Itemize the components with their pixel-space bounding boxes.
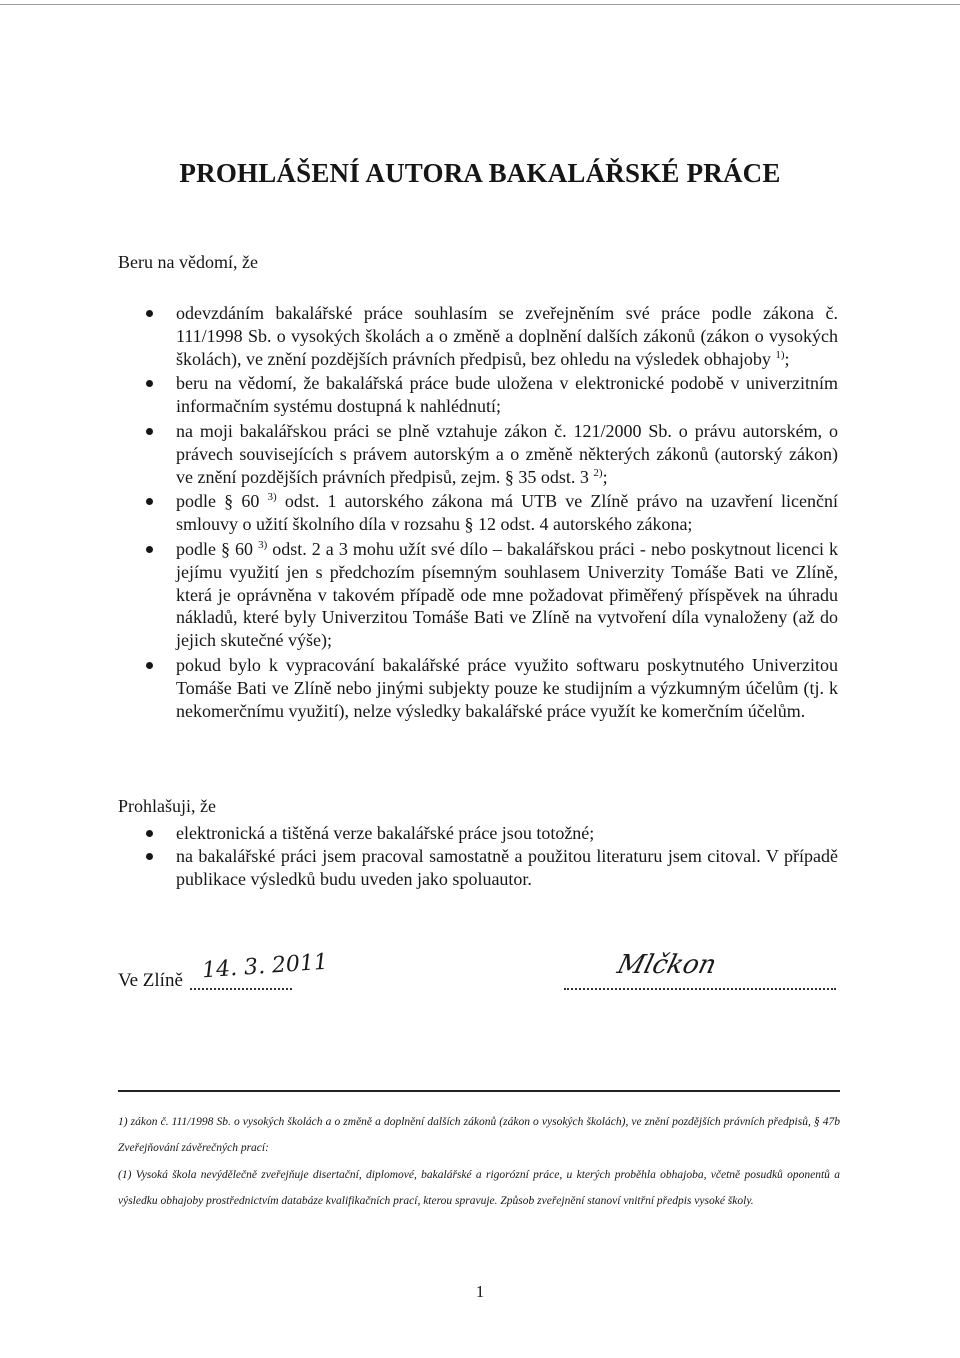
- item-text-end: odst. 2 a 3 mohu užít své dílo – bakalářskou práci - nebo poskytnout licenci k jejímu využití jen s předchozím písemným souhlasem Univerzity Tomáše Bati ve Zlíně, která je oprávněna v takovém případě ode mne požadovat přiměřený příspěvek na úhradu nákladů, které byly Univerzitou Tomáše Bati ve Zlíně na vytvoření díla vynaloženy (až do jejich skutečné výše);: [176, 538, 838, 651]
- item-text: podle § 60: [176, 491, 268, 512]
- list-item: [118, 302, 838, 370]
- item-text-end: ;: [784, 348, 790, 369]
- item-text-end: ;: [602, 466, 608, 487]
- footnote-ref: 3): [267, 491, 277, 504]
- footnote-separator: [118, 1090, 840, 1092]
- item-text: odevzdáním bakalářské práce souhlasím se zveřejněním své práce podle zákona č. 111/1998 Sb. o vysokých školách a o změně a doplnění dalších zákonů (zákon o vysokých školách), ve znění pozdějších právních předpisů, bez ohledu na výsledek obhajoby: [176, 303, 838, 369]
- place-label: Ve Zlíně: [118, 970, 183, 991]
- date-dotted-line: [190, 988, 292, 990]
- item-text: na moji bakalářskou práci se plně vztahuje zákon č. 121/2000 Sb. o právu autorském, o právech souvisejících s právem autorským a o změně některých zákonů (autorský zákon) ve znění pozdějších právních předpisů, zejm. § 35 odst. 3: [176, 420, 838, 487]
- scan-edge-line: [0, 4, 960, 5]
- item-text: elektronická a tištěná verze bakalářské práce jsou totožné;: [176, 823, 595, 843]
- footnotes: [118, 1110, 840, 1214]
- handwritten-signature: Mlčkon: [614, 950, 720, 980]
- footnote-ref: 1): [775, 348, 785, 361]
- list-item: [118, 538, 838, 652]
- list-item: [118, 822, 838, 845]
- section2-list: [118, 822, 838, 890]
- list-item: [118, 420, 838, 488]
- section2-lead: Prohlašuji, že: [118, 796, 216, 816]
- handwritten-date: 14. 3. 2011: [201, 949, 329, 984]
- section1-lead: Beru na vědomí, že: [118, 252, 258, 272]
- list-item: [118, 490, 838, 536]
- section1-list: [118, 302, 838, 722]
- footnote-ref: 2): [593, 466, 603, 479]
- list-item: [118, 372, 838, 418]
- item-text: beru na vědomí, že bakalářská práce bude uložena v elektronické podobě v univerzitním informačním systému dostupná k nahlédnutí;: [176, 373, 838, 417]
- signature-dotted-line: [564, 988, 836, 990]
- page-title: PROHLÁŠENÍ AUTORA BAKALÁŘSKÉ PRÁCE: [179, 158, 781, 188]
- page-number: 1: [475, 1282, 485, 1301]
- list-item: [118, 845, 838, 891]
- signature-row: [118, 949, 838, 1000]
- list-item: [118, 654, 838, 722]
- item-text: podle § 60: [176, 538, 259, 559]
- footnote-ref: 3): [258, 538, 268, 551]
- footnote-1: 1) zákon č. 111/1998 Sb. o vysokých školách a o změně a doplnění dalších zákonů (zákon o vysokých školách), ve znění pozdějších právních předpisů, § 47b Zveřejňování závěrečných prací:: [118, 1116, 840, 1154]
- item-text: na bakalářské práci jsem pracoval samostatně a použitou literaturu jsem citoval. V případě publikace výsledků budu uveden jako spoluautor.: [176, 845, 838, 889]
- item-text-end: odst. 1 autorského zákona má UTB ve Zlíně právo na uzavření licenční smlouvy o užití školního díla v rozsahu § 12 odst. 4 autorského zákona;: [176, 491, 838, 535]
- footnote-1-paragraph: (1) Vysoká škola nevýdělečně zveřejňuje disertační, diplomové, bakalářské a rigorózní práce, u kterých proběhla obhajoba, včetně posudků oponentů a výsledku obhajoby prostřednictvím databáze kvalifikačních prací, kterou spravuje. Způsob zveřejnění stanoví vnitřní předpis vysoké školy.: [118, 1169, 840, 1207]
- item-text: pokud bylo k vypracování bakalářské práce využito softwaru poskytnutého Univerzitou Tomáše Bati ve Zlíně nebo jinými subjekty pouze ke studijním a výzkumným účelům (tj. k nekomerčnímu využití), nelze výsledky bakalářské práce využít ke komerčním účelům.: [176, 654, 838, 721]
